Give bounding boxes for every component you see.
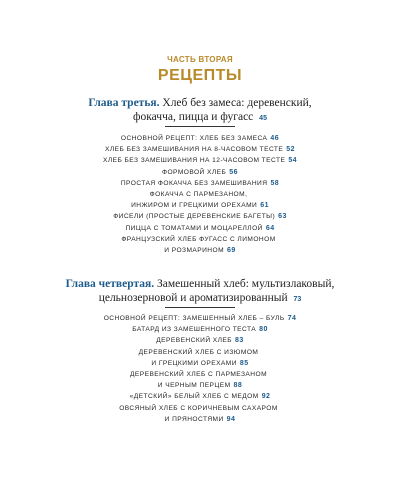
toc-entry[interactable]: И РОЗМАРИНОМ 69 — [164, 247, 236, 255]
chapter-3-heading — [40, 96, 360, 126]
toc-entry[interactable]: ОВСЯНЫЙ ХЛЕБ С КОРИЧНЕВЫМ САХАРОМ — [119, 404, 278, 412]
toc-entry[interactable]: И ЧЕРНЫМ ПЕРЦЕМ 88 — [157, 382, 243, 390]
toc-entry[interactable]: БАТАРД ИЗ ЗАМЕШЕННОГО ТЕСТА 80 — [132, 326, 268, 334]
toc-page-number: 64 — [265, 224, 275, 232]
chapter-3-name: Глава третья. — [88, 97, 160, 109]
toc-entry[interactable]: ФИСЕЛИ (ПРОСТЫЕ ДЕРЕВЕНСКИЕ БАГЕТЫ) 63 — [113, 213, 287, 221]
toc-page-number: 54 — [288, 157, 298, 165]
toc-page-number: 74 — [287, 315, 297, 322]
toc-entry[interactable]: ДЕРЕВЕНСКИЙ ХЛЕБ 83 — [156, 337, 244, 345]
toc-entry[interactable]: ОСНОВНОЙ РЕЦЕПТ: ЗАМЕШЕННЫЙ ХЛЕБ – БУЛЬ 74 — [103, 315, 297, 322]
toc-page-number: 85 — [239, 359, 249, 367]
toc-page-number: 63 — [278, 213, 287, 221]
toc-entry[interactable]: ФОКАЧЧА С ПАРМЕЗАНОМ, — [149, 191, 248, 199]
toc-entry[interactable]: ПИЦЦА С ТОМАТАМИ И МОЦАРЕЛЛОЙ 64 — [125, 224, 275, 232]
toc-page-number: 61 — [260, 202, 269, 210]
toc-page-number: 46 — [270, 135, 280, 142]
part-label: ЧАСТЬ ВТОРАЯ — [167, 55, 233, 64]
toc-page-number: 56 — [229, 168, 238, 176]
chapter-4-divider — [165, 307, 235, 308]
toc-entry[interactable]: ИНЖИРОМ И ГРЕЦКИМИ ОРЕХАМИ 61 — [131, 202, 269, 210]
toc-entry[interactable]: И ПРЯНОСТЯМИ 94 — [164, 415, 236, 423]
toc-entry[interactable]: ХЛЕБ БЕЗ ЗАМЕШИВАНИЯ НА 8-ЧАСОВОМ ТЕСТЕ 52 — [105, 146, 295, 154]
part-title: РЕЦЕПТЫ — [157, 67, 243, 84]
chapter-4-name: Глава четвертая. — [65, 278, 155, 290]
toc-page-number: 58 — [270, 179, 280, 187]
toc-entry[interactable]: ФРАНЦУЗСКИЙ ХЛЕБ ФУГАСС С ЛИМОНОМ — [121, 235, 276, 243]
chapter-3-toc — [40, 133, 360, 256]
toc-page-number: 94 — [226, 415, 236, 423]
chapter-4-heading — [40, 277, 360, 307]
chapter-3-page: 45 — [259, 115, 267, 122]
chapter-4-page: 73 — [293, 296, 302, 303]
toc-page-number: 69 — [227, 247, 236, 255]
toc-entry[interactable]: И ГРЕЦКИМИ ОРЕХАМИ 85 — [151, 359, 249, 367]
toc-entry[interactable]: ДЕРЕВЕНСКИЙ ХЛЕБ С ПАРМЕЗАНОМ — [129, 371, 268, 379]
toc-entry[interactable]: ПРОСТАЯ ФОКАЧЧА БЕЗ ЗАМЕШИВАНИЯ 58 — [120, 179, 280, 187]
toc-entry[interactable]: ОСНОВНОЙ РЕЦЕПТ: ХЛЕБ БЕЗ ЗАМЕСА 46 — [120, 135, 280, 142]
chapter-4-title-line1: Замешенный хлеб: мультизлаковый, — [157, 278, 335, 290]
chapter-4-title-line2: цельнозерновой и ароматизированный — [98, 292, 288, 304]
chapter-3-title-line1: Хлеб без замеса: деревенский, — [162, 97, 312, 109]
chapter-3-divider — [165, 126, 235, 127]
toc-entry[interactable]: ФОРМОВОЙ ХЛЕБ 56 — [162, 168, 238, 176]
chapter-3-title-line2: фокачча, пицца и фугасс — [133, 111, 254, 123]
toc-page-number: 92 — [261, 393, 271, 401]
toc-entry[interactable]: ХЛЕБ БЕЗ ЗАМЕШИВАНИЯ НА 12-ЧАСОВОМ ТЕСТЕ 54 — [102, 157, 298, 165]
toc-page-number: 88 — [233, 382, 243, 390]
toc-page-number: 83 — [235, 337, 244, 345]
toc-entry[interactable]: ДЕРЕВЕНСКИЙ ХЛЕБ С ИЗЮМОМ — [138, 348, 259, 356]
chapter-4-toc — [40, 313, 360, 425]
toc-page-number: 52 — [286, 146, 295, 154]
toc-page-number: 80 — [259, 326, 268, 334]
toc-entry[interactable]: «ДЕТСКИЙ» БЕЛЫЙ ХЛЕБ С МЕДОМ 92 — [129, 393, 271, 401]
